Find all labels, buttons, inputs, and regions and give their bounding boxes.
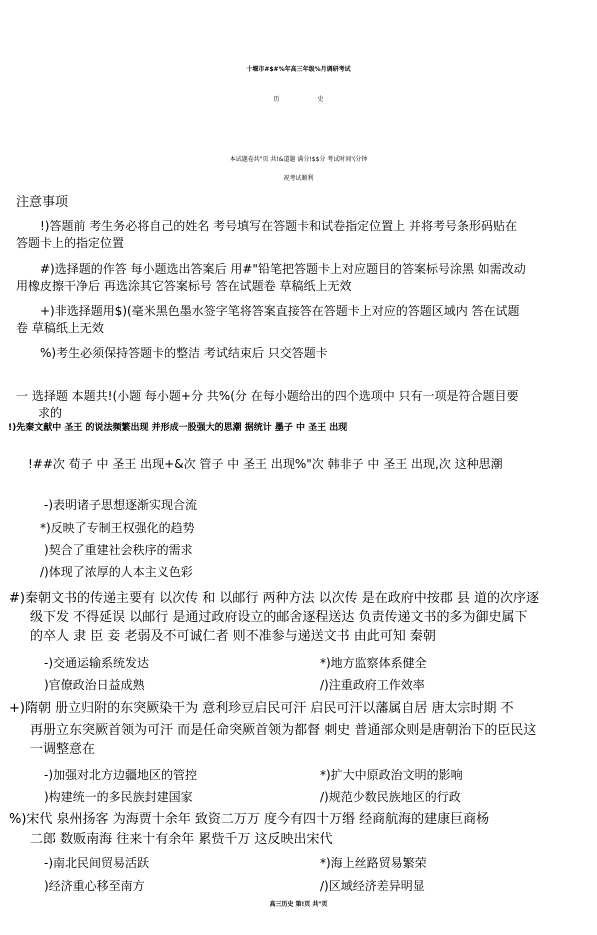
question-4-option-b: *)海上丝路贸易繁荣	[320, 856, 427, 870]
note-line: !)答题前 考生务必将自己的姓名 考号填写在答题卡和试卷指定位置上 并将考号条形码贴在	[40, 219, 517, 233]
subject-title: 历 史	[273, 96, 342, 103]
question-1-option-a: -)表明诸子思想逐渐实现合流	[44, 498, 198, 512]
note-line: 用橡皮擦干净后 再选涂其它答案标号 答在试题卷 草稿纸上无效	[16, 279, 352, 293]
question-1-stem: !)先秦文献中 圣王 的说法频繁出现 并形成一股强大的思潮 据统计 墨子 中 圣王 出现	[8, 423, 348, 433]
question-2-option-a: -)交通运输系统发达	[44, 656, 150, 670]
good-luck-text: 祝考试顺利	[283, 175, 314, 182]
page-footer: 高三历史 第!页 共"页	[269, 901, 328, 908]
question-3-stem: 一调整意在	[30, 742, 96, 757]
notes-heading: 注意事项	[16, 195, 69, 210]
question-4-option-c: )经济重心移至南方	[44, 879, 145, 893]
question-1-stem: !##次 荀子 中 圣王 出现+&次 管子 中 圣王 出现%"次 韩非子 中 圣王 出现,次 这种思潮	[28, 457, 503, 471]
note-line: +)非选择题用$)(毫米黑色墨水签字笔将答案直接答在答题卡上对应的答题区域内 答在试题	[40, 304, 520, 318]
note-line: %)考生必须保持答题卡的整洁 考试结束后 只交答题卡	[40, 346, 328, 360]
note-line: #)选择题的作答 每小题选出答案后 用#"铅笔把答题卡上对应题目的答案标号涂黑 如需改动	[40, 262, 526, 276]
note-line: 卷 草稿纸上无效	[16, 321, 104, 335]
question-1-option-d: /)体现了浓厚的人本主义色彩	[40, 565, 193, 579]
note-line: 答题卡上的指定位置	[16, 236, 125, 250]
question-4-stem: 二郎 数贩南海 往来十有余年 累赀千万 这反映出宋代	[30, 832, 333, 847]
question-3-option-a: -)加强对北方边疆地区的管控	[44, 768, 198, 782]
question-1-option-b: *)反映了专制王权强化的趋势	[40, 521, 195, 535]
question-2-option-c: )官僚政治日益成熟	[44, 678, 145, 692]
question-3-stem: +)隋朝 册立归附的东突厥染干为 意利珍豆启民可汗 启民可汗以藩属自居 唐太宗时期 不	[9, 701, 514, 716]
question-4-stem: %)宋代 泉州扬客 为海贾十余年 致资二万万 度今有四十万缗 经商航海的建康巨商杨	[9, 812, 490, 827]
question-4-option-a: -)南北民间贸易活跃	[44, 856, 150, 870]
question-2-stem: #)秦朝文书的传递主要有 以次传 和 以邮行 两种方法 以次传 是在政府中按郡 县 道的次序逐	[9, 591, 540, 606]
question-2-option-b: *)地方监察体系健全	[320, 656, 427, 670]
question-3-option-b: *)扩大中原政治文明的影响	[320, 768, 463, 782]
question-2-stem: 的卒人 隶 臣 妾 老弱及不可诚仁者 则不准参与递送文书 由此可知 秦朝	[30, 629, 436, 644]
section-instruction: 一 选择题 本题共!(小题 每小题+分 共%(分 在每小题给出的四个选项中 只有一项是符合题目要	[16, 389, 519, 403]
question-3-option-d: /)规范少数民族地区的行政	[320, 790, 461, 804]
question-2-option-d: /)注重政府工作效率	[320, 678, 425, 692]
exam-info: 本试题卷共"页 共!&道题 满分!$$分 考试时间'(分钟	[229, 156, 368, 163]
question-3-option-c: )构建统一的多民族封建国家	[44, 790, 193, 804]
question-2-stem: 级下发 不得延误 以邮行 是通过政府设立的邮舍逐程送达 负责传递文书的多为御史属下	[30, 610, 528, 625]
exam-title: 十堰市#$#%年高三年级%月调研考试	[246, 66, 351, 73]
question-1-option-c: )契合了重建社会秩序的需求	[44, 543, 193, 557]
question-3-stem: 再册立东突厥首领为可汗 而是任命突厥首领为都督 刺史 普通部众则是唐朝治下的臣民这	[30, 723, 537, 738]
section-instruction: 求的	[38, 406, 63, 420]
question-4-option-d: /)区域经济差异明显	[320, 879, 425, 893]
